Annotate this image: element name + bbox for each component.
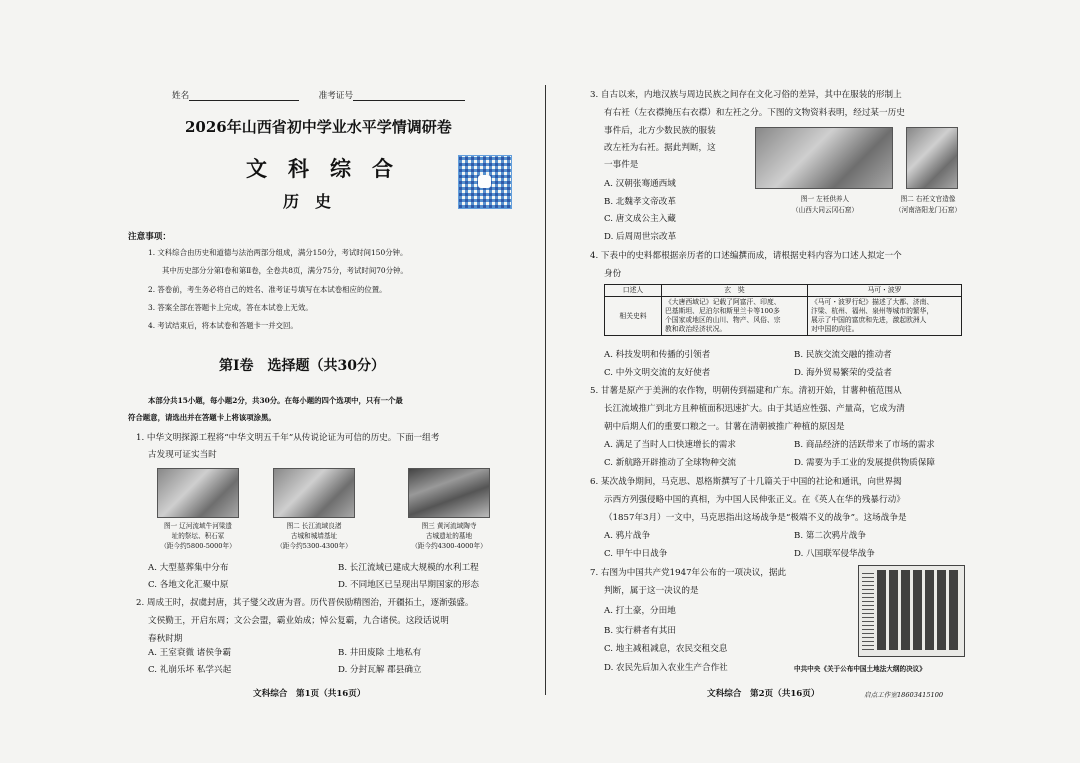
q5-option-a: A. 满足了当时人口快速增长的需求 bbox=[604, 440, 736, 450]
subject-title: 文 科 综 合 bbox=[246, 156, 393, 181]
q1-figure-1 bbox=[157, 468, 239, 518]
q1-figure-2 bbox=[273, 468, 355, 518]
q3-caption-2-line1: 图二 右衽文官造像 bbox=[900, 195, 956, 203]
q2-option-b: B. 井田废除 土地私有 bbox=[338, 648, 422, 658]
q1-caption-2-line3: （距今约5300-4300年） bbox=[276, 542, 352, 550]
qr-code bbox=[458, 155, 512, 209]
q7-caption: 中共中央《关于公布中国土地法大纲的决议》 bbox=[794, 665, 926, 673]
q3-stem-5: 一事件是 bbox=[604, 160, 639, 170]
q4-cell-marco-line4: 对中国的向往。 bbox=[810, 325, 859, 333]
q4-cell-marco-polo bbox=[807, 297, 961, 336]
q2-option-d: D. 分封瓦解 郡县确立 bbox=[338, 665, 422, 675]
q7-option-d: D. 农民先后加入农业生产合作社 bbox=[604, 663, 728, 673]
q5-stem-3: 朝中后期人们的重要口粮之一。甘薯在清朝被推广种植的原因是 bbox=[604, 422, 845, 432]
q3-figure-2 bbox=[906, 127, 958, 189]
q5-option-c: C. 新航路开辟推动了全球物种交流 bbox=[604, 458, 737, 468]
note-1b: 其中历史部分分第Ⅰ卷和第Ⅱ卷，全卷共8页，满分75分，考试时间70分钟。 bbox=[162, 266, 408, 275]
q3-caption-1 bbox=[770, 194, 880, 216]
q1-caption-3-line1: 图三 黄河流域陶寺 bbox=[421, 522, 477, 530]
sub-subject-title: 历 史 bbox=[283, 192, 332, 211]
section-title: 第Ⅰ卷 选择题（共30分） bbox=[219, 358, 386, 374]
q6-option-d: D. 八国联军侵华战争 bbox=[794, 549, 875, 559]
q4-cell-xuanzang-line1: 《大唐西域记》记载了阿富汗、印度、 bbox=[665, 298, 781, 306]
q7-option-a: A. 打土豪，分田地 bbox=[604, 606, 676, 616]
q4-head-marco-polo: 马可・波罗 bbox=[807, 285, 961, 297]
q5-option-d: D. 需要为手工业的发展提供物质保障 bbox=[794, 458, 935, 468]
q3-option-a: A. 汉朝张骞通西域 bbox=[604, 179, 676, 189]
q1-caption-3 bbox=[397, 521, 501, 551]
q3-caption-2 bbox=[878, 194, 978, 216]
q2-stem-1: 2. 周成王时，叔虞封唐，其子燮父改唐为晋。历代晋侯励精图治，开疆拓土，逐渐强盛。 bbox=[136, 598, 474, 608]
q7-newspaper-image bbox=[858, 565, 965, 657]
q1-caption-1 bbox=[146, 521, 250, 551]
q4-head-speaker: 口述人 bbox=[605, 285, 662, 297]
q4-option-a: A. 科技发明和传播的引领者 bbox=[604, 350, 711, 360]
q4-stem-2: 身份 bbox=[604, 269, 622, 279]
q1-option-b: B. 长江流域已建成大规模的水利工程 bbox=[338, 563, 479, 573]
notes-heading: 注意事项： bbox=[128, 232, 171, 242]
section-intro-2: 符合题意，请选出并在答题卡上将该项涂黑。 bbox=[128, 413, 276, 422]
note-1: 1. 文科综合由历史和道德与法治两部分组成，满分150分，考试时间150分钟。 bbox=[148, 248, 408, 257]
q3-caption-1-line2: （山西大同云冈石窟） bbox=[792, 206, 858, 214]
page-divider bbox=[545, 85, 546, 695]
q1-option-a: A. 大型墓葬集中分布 bbox=[148, 563, 229, 573]
exam-title: 2026年山西省初中学业水平学情调研卷 bbox=[185, 118, 452, 136]
q7-stem-1: 7. 右图为中国共产党1947年公布的一项决议，据此 bbox=[590, 568, 787, 578]
q1-stem-1: 1. 中华文明探源工程将“中华文明五千年”从传说论证为可信的历史。下面一组考 bbox=[136, 433, 440, 443]
q4-cell-xuanzang-line3: 个国家或地区的山川、物产、风俗、宗 bbox=[665, 316, 781, 324]
q3-caption-2-line2: （河南洛阳龙门石窟） bbox=[895, 206, 961, 214]
q3-stem-3: 事件后，北方少数民族的服装 bbox=[604, 126, 716, 136]
studio-watermark: 启点工作室18603415100 bbox=[864, 691, 944, 699]
q1-caption-3-line3: （距今约4300-4000年） bbox=[411, 542, 487, 550]
ticket-label: 准考证号 bbox=[318, 91, 354, 101]
q3-stem-1: 3. 自古以来，内地汉族与周边民族之间存在文化习俗的差异，其中在服装的形制上 bbox=[590, 90, 902, 100]
q4-stem-1: 4. 下表中的史料都根据亲历者的口述编撰而成，请根据史料内容为口述人拟定一个 bbox=[590, 251, 902, 261]
q5-stem-2: 长江流域推广到北方且种植面积迅速扩大。由于其适应性强、产量高，它成为清 bbox=[604, 404, 905, 414]
q3-option-b: B. 北魏孝文帝改革 bbox=[604, 197, 676, 207]
q1-figure-3 bbox=[408, 468, 490, 518]
q6-stem-1: 6. 某次战争期间，马克思、恩格斯撰写了十几篇关于中国的社论和通讯，向世界揭 bbox=[590, 477, 902, 487]
q3-option-d: D. 后周周世宗改革 bbox=[604, 232, 677, 242]
q7-option-c: C. 地主减租减息，农民交租交息 bbox=[604, 644, 728, 654]
q4-cell-xuanzang-line4: 教和政治经济状况。 bbox=[665, 325, 727, 333]
q6-stem-3: （1857年3月）一文中，马克思指出这场战争是“极端不义的战争”。这场战争是 bbox=[604, 513, 907, 523]
q3-option-c: C. 唐文成公主入藏 bbox=[604, 214, 676, 224]
q1-caption-2-line1: 图二 长江流域良渚 bbox=[286, 522, 342, 530]
q7-option-b: B. 实行耕者有其田 bbox=[604, 626, 676, 636]
q6-option-a: A. 鸦片战争 bbox=[604, 531, 651, 541]
q1-caption-2 bbox=[262, 521, 366, 551]
q4-row-label: 相关史料 bbox=[605, 297, 662, 336]
note-2: 2. 答卷前，考生务必将自己的姓名、准考证号填写在本试卷相应的位置。 bbox=[148, 285, 387, 294]
q1-option-d: D. 不同地区已呈现出早期国家的形态 bbox=[338, 580, 479, 590]
section-intro-1: 本部分共15小题，每小题2分，共30分。在每小题的四个选项中，只有一个最 bbox=[148, 396, 403, 405]
q4-head-xuanzang: 玄 奘 bbox=[662, 285, 808, 297]
q1-caption-3-line2: 古城遗址的墓地 bbox=[425, 532, 473, 540]
name-field bbox=[172, 89, 465, 101]
q4-cell-marco-line2: 汴梁、杭州、福州、泉州等城市的繁华， bbox=[810, 307, 934, 315]
left-footer: 文科综合 第1页（共16页） bbox=[253, 689, 366, 699]
q2-stem-2: 文侯勤王，开启东周；文公会盟，霸业始成；悼公复霸，九合诸侯。这段话说明 bbox=[148, 616, 449, 626]
q6-option-b: B. 第二次鸦片战争 bbox=[794, 531, 866, 541]
q4-cell-xuanzang bbox=[662, 297, 808, 336]
q4-option-d: D. 海外贸易繁荣的受益者 bbox=[794, 368, 892, 378]
q3-caption-1-line1: 图一 左衽供养人 bbox=[800, 195, 850, 203]
q6-option-c: C. 甲午中日战争 bbox=[604, 549, 668, 559]
name-label: 姓名 bbox=[172, 91, 190, 101]
q1-stem-2: 古发现可证实当时 bbox=[148, 450, 217, 460]
q4-cell-xuanzang-line2: 巴基斯坦、尼泊尔和斯里兰卡等100多 bbox=[665, 307, 780, 315]
q7-stem-2: 判断，属于这一决议的是 bbox=[604, 586, 699, 596]
q1-caption-2-line2: 古城和城墙基址 bbox=[290, 532, 338, 540]
q2-option-c: C. 礼崩乐坏 私学兴起 bbox=[148, 665, 232, 675]
note-3: 3. 答案全部在答题卡上完成，答在本试卷上无效。 bbox=[148, 303, 313, 312]
q5-stem-1: 5. 甘薯是原产于美洲的农作物，明朝传到福建和广东。清初开始，甘薯种植范围从 bbox=[590, 386, 902, 396]
q1-caption-1-line3: （距今约5800-5000年） bbox=[160, 542, 236, 550]
q4-source-table bbox=[604, 284, 962, 336]
q2-stem-3: 春秋时期 bbox=[148, 634, 183, 644]
q3-stem-4: 改左衽为右衽。据此判断，这 bbox=[604, 143, 716, 153]
q3-stem-2: 有右衽（左衣襟掩压右衣襟）和左衽之分。下图的文物资料表明，经过某一历史 bbox=[604, 108, 905, 118]
q4-cell-marco-line3: 展示了中国的富庶和先进，激起欧洲人 bbox=[810, 316, 927, 324]
q2-option-a: A. 王室衰微 诸侯争霸 bbox=[148, 648, 232, 658]
q6-stem-2: 示西方列强侵略中国的真相，为中国人民伸张正义。在《英人在华的残暴行动》 bbox=[604, 495, 905, 505]
q5-option-b: B. 商品经济的活跃带来了市场的需求 bbox=[794, 440, 935, 450]
q1-caption-1-line2: 址的祭坛、积石冢 bbox=[171, 532, 225, 540]
q1-caption-1-line1: 图一 辽河流域牛河梁遗 bbox=[163, 522, 233, 530]
q4-option-b: B. 民族交流交融的推动者 bbox=[794, 350, 892, 360]
q4-option-c: C. 中外文明交流的友好使者 bbox=[604, 368, 711, 378]
right-footer: 文科综合 第2页（共16页） bbox=[707, 689, 820, 699]
q4-cell-marco-line1: 《马可・波罗行纪》描述了大都、济南、 bbox=[810, 298, 934, 306]
note-4: 4. 考试结束后，将本试卷和答题卡一并交回。 bbox=[148, 321, 298, 330]
q3-figure-1 bbox=[755, 127, 893, 189]
q1-option-c: C. 各地文化汇聚中原 bbox=[148, 580, 229, 590]
